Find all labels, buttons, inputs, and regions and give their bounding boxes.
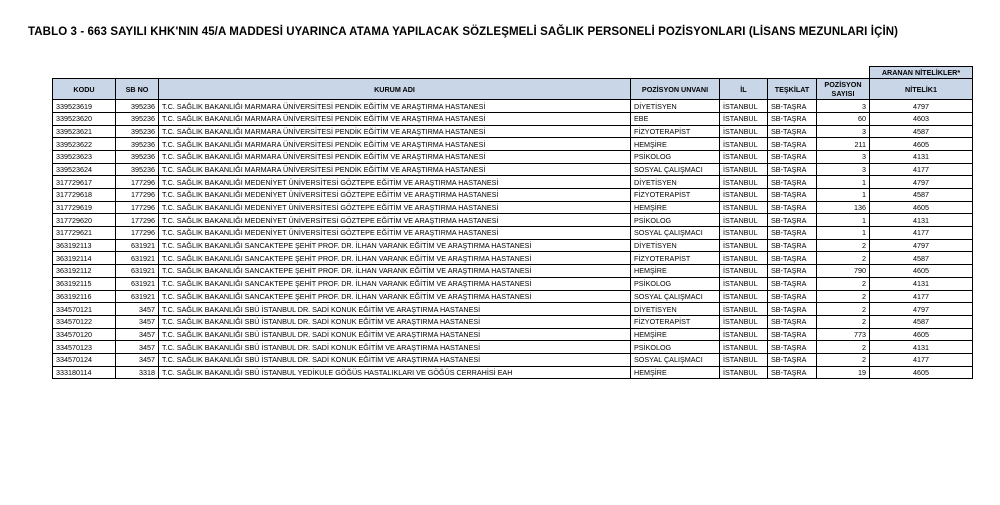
cell-unvan: HEMŞİRE xyxy=(631,201,720,214)
cell-il: İSTANBUL xyxy=(720,138,768,151)
table-row xyxy=(53,176,973,189)
cell-unvan: HEMŞİRE xyxy=(631,366,720,379)
cell-kodu: 339523620 xyxy=(53,112,116,125)
cell-nitelik: 4605 xyxy=(870,138,973,151)
cell-kurum: T.C. SAĞLIK BAKANLIĞI MEDENİYET ÜNİVERSİTESİ GÖZTEPE EĞİTİM VE ARAŞTIRMA HASTANESİ xyxy=(159,189,631,202)
cell-sayi: 3 xyxy=(817,100,870,113)
col-header-kodu: KODU xyxy=(53,79,116,100)
cell-teskilat: SB-TAŞRA xyxy=(768,227,817,240)
cell-unvan: DİYETİSYEN xyxy=(631,239,720,252)
cell-sbno: 631921 xyxy=(116,239,159,252)
col-header-il: İL xyxy=(720,79,768,100)
cell-teskilat: SB-TAŞRA xyxy=(768,303,817,316)
table-row xyxy=(53,341,973,354)
cell-il: İSTANBUL xyxy=(720,239,768,252)
cell-nitelik: 4131 xyxy=(870,277,973,290)
cell-sbno: 177296 xyxy=(116,214,159,227)
cell-nitelik: 4177 xyxy=(870,290,973,303)
cell-kurum: T.C. SAĞLIK BAKANLIĞI SANCAKTEPE ŞEHİT PROF. DR. İLHAN VARANK EĞİTİM VE ARAŞTIRMA HASTANESİ xyxy=(159,265,631,278)
cell-kurum: T.C. SAĞLIK BAKANLIĞI SANCAKTEPE ŞEHİT PROF. DR. İLHAN VARANK EĞİTİM VE ARAŞTIRMA HASTANESİ xyxy=(159,252,631,265)
table-row xyxy=(53,214,973,227)
cell-sbno: 631921 xyxy=(116,277,159,290)
cell-sayi: 2 xyxy=(817,303,870,316)
table-row xyxy=(53,315,973,328)
table-row xyxy=(53,290,973,303)
cell-nitelik: 4177 xyxy=(870,163,973,176)
cell-teskilat: SB-TAŞRA xyxy=(768,163,817,176)
cell-sayi: 2 xyxy=(817,239,870,252)
cell-il: İSTANBUL xyxy=(720,265,768,278)
cell-nitelik: 4177 xyxy=(870,353,973,366)
col-header-pozisyon-sayisi xyxy=(817,79,870,100)
cell-sbno: 3318 xyxy=(116,366,159,379)
cell-kodu: 317729621 xyxy=(53,227,116,240)
cell-kodu: 363192115 xyxy=(53,277,116,290)
cell-sayi: 1 xyxy=(817,176,870,189)
cell-nitelik: 4605 xyxy=(870,265,973,278)
cell-sayi: 3 xyxy=(817,125,870,138)
cell-teskilat: SB-TAŞRA xyxy=(768,150,817,163)
cell-sayi: 2 xyxy=(817,341,870,354)
cell-kodu: 339523619 xyxy=(53,100,116,113)
cell-unvan: DİYETİSYEN xyxy=(631,176,720,189)
table-row xyxy=(53,252,973,265)
cell-il: İSTANBUL xyxy=(720,214,768,227)
cell-kodu: 363192113 xyxy=(53,239,116,252)
cell-kurum: T.C. SAĞLIK BAKANLIĞI SBÜ İSTANBUL YEDİKULE GÖĞÜS HASTALIKLARI VE GÖĞÜS CERRAHİSİ EAH xyxy=(159,366,631,379)
cell-teskilat: SB-TAŞRA xyxy=(768,277,817,290)
cell-il: İSTANBUL xyxy=(720,189,768,202)
cell-sbno: 631921 xyxy=(116,290,159,303)
cell-unvan: SOSYAL ÇALIŞMACI xyxy=(631,227,720,240)
cell-sbno: 395236 xyxy=(116,125,159,138)
cell-il: İSTANBUL xyxy=(720,150,768,163)
cell-sayi: 3 xyxy=(817,163,870,176)
col-header-sayi-line1: POZİSYON xyxy=(824,80,862,90)
col-header-kurum: KURUM ADI xyxy=(159,79,631,100)
table-row xyxy=(53,328,973,341)
cell-il: İSTANBUL xyxy=(720,341,768,354)
cell-sbno: 3457 xyxy=(116,353,159,366)
cell-nitelik: 4177 xyxy=(870,227,973,240)
cell-teskilat: SB-TAŞRA xyxy=(768,189,817,202)
table-row xyxy=(53,150,973,163)
cell-kurum: T.C. SAĞLIK BAKANLIĞI MARMARA ÜNİVERSİTESİ PENDİK EĞİTİM VE ARAŞTIRMA HASTANESİ xyxy=(159,112,631,125)
cell-sayi: 3 xyxy=(817,150,870,163)
cell-kodu: 334570122 xyxy=(53,315,116,328)
cell-kurum: T.C. SAĞLIK BAKANLIĞI MARMARA ÜNİVERSİTESİ PENDİK EĞİTİM VE ARAŞTIRMA HASTANESİ xyxy=(159,100,631,113)
cell-kurum: T.C. SAĞLIK BAKANLIĞI SBÜ İSTANBUL DR. SADİ KONUK EĞİTİM VE ARAŞTIRMA HASTANESİ xyxy=(159,328,631,341)
cell-sbno: 395236 xyxy=(116,163,159,176)
cell-il: İSTANBUL xyxy=(720,112,768,125)
col-header-teskilat: TEŞKİLAT xyxy=(768,79,817,100)
cell-sbno: 631921 xyxy=(116,252,159,265)
cell-teskilat: SB-TAŞRA xyxy=(768,201,817,214)
cell-teskilat: SB-TAŞRA xyxy=(768,265,817,278)
cell-unvan: SOSYAL ÇALIŞMACI xyxy=(631,290,720,303)
cell-nitelik: 4797 xyxy=(870,303,973,316)
cell-unvan: PSİKOLOG xyxy=(631,150,720,163)
cell-il: İSTANBUL xyxy=(720,290,768,303)
cell-kodu: 334570120 xyxy=(53,328,116,341)
cell-teskilat: SB-TAŞRA xyxy=(768,176,817,189)
cell-kodu: 363192112 xyxy=(53,265,116,278)
cell-teskilat: SB-TAŞRA xyxy=(768,366,817,379)
cell-sayi: 60 xyxy=(817,112,870,125)
cell-unvan: HEMŞİRE xyxy=(631,265,720,278)
cell-sbno: 3457 xyxy=(116,328,159,341)
positions-table xyxy=(52,66,973,379)
cell-sayi: 1 xyxy=(817,227,870,240)
table-row xyxy=(53,227,973,240)
cell-sbno: 3457 xyxy=(116,303,159,316)
cell-sayi: 2 xyxy=(817,290,870,303)
cell-kurum: T.C. SAĞLIK BAKANLIĞI MEDENİYET ÜNİVERSİTESİ GÖZTEPE EĞİTİM VE ARAŞTIRMA HASTANESİ xyxy=(159,214,631,227)
cell-il: İSTANBUL xyxy=(720,277,768,290)
cell-il: İSTANBUL xyxy=(720,163,768,176)
cell-sbno: 395236 xyxy=(116,138,159,151)
cell-sayi: 790 xyxy=(817,265,870,278)
cell-kodu: 334570121 xyxy=(53,303,116,316)
cell-nitelik: 4587 xyxy=(870,189,973,202)
cell-kodu: 317729617 xyxy=(53,176,116,189)
cell-teskilat: SB-TAŞRA xyxy=(768,315,817,328)
col-header-sbno: SB NO xyxy=(116,79,159,100)
cell-sbno: 177296 xyxy=(116,189,159,202)
super-header-aranan-nitelikler: ARANAN NİTELİKLER* xyxy=(870,67,973,79)
cell-kurum: T.C. SAĞLIK BAKANLIĞI MEDENİYET ÜNİVERSİTESİ GÖZTEPE EĞİTİM VE ARAŞTIRMA HASTANESİ xyxy=(159,201,631,214)
cell-unvan: PSİKOLOG xyxy=(631,214,720,227)
cell-kodu: 339523624 xyxy=(53,163,116,176)
cell-sayi: 773 xyxy=(817,328,870,341)
cell-teskilat: SB-TAŞRA xyxy=(768,138,817,151)
cell-kurum: T.C. SAĞLIK BAKANLIĞI SBÜ İSTANBUL DR. SADİ KONUK EĞİTİM VE ARAŞTIRMA HASTANESİ xyxy=(159,303,631,316)
cell-il: İSTANBUL xyxy=(720,366,768,379)
cell-kodu: 339523621 xyxy=(53,125,116,138)
cell-sbno: 395236 xyxy=(116,150,159,163)
cell-teskilat: SB-TAŞRA xyxy=(768,100,817,113)
cell-sayi: 1 xyxy=(817,214,870,227)
cell-kurum: T.C. SAĞLIK BAKANLIĞI SBÜ İSTANBUL DR. SADİ KONUK EĞİTİM VE ARAŞTIRMA HASTANESİ xyxy=(159,353,631,366)
cell-unvan: HEMŞİRE xyxy=(631,328,720,341)
cell-il: İSTANBUL xyxy=(720,201,768,214)
col-header-unvan: POZİSYON UNVANI xyxy=(631,79,720,100)
cell-nitelik: 4603 xyxy=(870,112,973,125)
cell-sayi: 211 xyxy=(817,138,870,151)
cell-unvan: PSİKOLOG xyxy=(631,341,720,354)
cell-unvan: HEMŞİRE xyxy=(631,138,720,151)
cell-teskilat: SB-TAŞRA xyxy=(768,112,817,125)
cell-nitelik: 4587 xyxy=(870,315,973,328)
cell-teskilat: SB-TAŞRA xyxy=(768,239,817,252)
cell-teskilat: SB-TAŞRA xyxy=(768,290,817,303)
table-body xyxy=(53,100,973,379)
cell-kodu: 334570124 xyxy=(53,353,116,366)
cell-unvan: DİYETİSYEN xyxy=(631,303,720,316)
cell-teskilat: SB-TAŞRA xyxy=(768,252,817,265)
cell-kodu: 363192114 xyxy=(53,252,116,265)
cell-unvan: FİZYOTERAPİST xyxy=(631,189,720,202)
cell-sbno: 177296 xyxy=(116,227,159,240)
cell-sbno: 3457 xyxy=(116,315,159,328)
cell-unvan: DİYETİSYEN xyxy=(631,100,720,113)
cell-nitelik: 4587 xyxy=(870,252,973,265)
table-row xyxy=(53,201,973,214)
cell-kurum: T.C. SAĞLIK BAKANLIĞI MARMARA ÜNİVERSİTESİ PENDİK EĞİTİM VE ARAŞTIRMA HASTANESİ xyxy=(159,138,631,151)
cell-sayi: 19 xyxy=(817,366,870,379)
col-header-sayi-line2: SAYISI xyxy=(831,89,855,99)
cell-kurum: T.C. SAĞLIK BAKANLIĞI SBÜ İSTANBUL DR. SADİ KONUK EĞİTİM VE ARAŞTIRMA HASTANESİ xyxy=(159,341,631,354)
cell-kurum: T.C. SAĞLIK BAKANLIĞI MARMARA ÜNİVERSİTESİ PENDİK EĞİTİM VE ARAŞTIRMA HASTANESİ xyxy=(159,150,631,163)
cell-nitelik: 4797 xyxy=(870,239,973,252)
cell-sayi: 2 xyxy=(817,315,870,328)
cell-sbno: 395236 xyxy=(116,112,159,125)
cell-sayi: 2 xyxy=(817,353,870,366)
cell-il: İSTANBUL xyxy=(720,315,768,328)
cell-sayi: 2 xyxy=(817,252,870,265)
table-row xyxy=(53,112,973,125)
table-row xyxy=(53,265,973,278)
cell-kurum: T.C. SAĞLIK BAKANLIĞI SANCAKTEPE ŞEHİT PROF. DR. İLHAN VARANK EĞİTİM VE ARAŞTIRMA HASTANESİ xyxy=(159,239,631,252)
cell-kurum: T.C. SAĞLIK BAKANLIĞI SANCAKTEPE ŞEHİT PROF. DR. İLHAN VARANK EĞİTİM VE ARAŞTIRMA HASTANESİ xyxy=(159,290,631,303)
cell-nitelik: 4797 xyxy=(870,176,973,189)
cell-nitelik: 4131 xyxy=(870,214,973,227)
cell-il: İSTANBUL xyxy=(720,328,768,341)
cell-kurum: T.C. SAĞLIK BAKANLIĞI SBÜ İSTANBUL DR. SADİ KONUK EĞİTİM VE ARAŞTIRMA HASTANESİ xyxy=(159,315,631,328)
cell-il: İSTANBUL xyxy=(720,303,768,316)
cell-sbno: 177296 xyxy=(116,176,159,189)
cell-sbno: 3457 xyxy=(116,341,159,354)
col-header-nitelik: NİTELİK1 xyxy=(870,79,973,100)
cell-kodu: 317729620 xyxy=(53,214,116,227)
cell-unvan: PSİKOLOG xyxy=(631,277,720,290)
cell-kurum: T.C. SAĞLIK BAKANLIĞI MEDENİYET ÜNİVERSİTESİ GÖZTEPE EĞİTİM VE ARAŞTIRMA HASTANESİ xyxy=(159,176,631,189)
cell-kodu: 339523623 xyxy=(53,150,116,163)
cell-teskilat: SB-TAŞRA xyxy=(768,214,817,227)
cell-il: İSTANBUL xyxy=(720,100,768,113)
cell-kodu: 339523622 xyxy=(53,138,116,151)
cell-nitelik: 4131 xyxy=(870,150,973,163)
cell-nitelik: 4587 xyxy=(870,125,973,138)
cell-unvan: FİZYOTERAPİST xyxy=(631,315,720,328)
cell-kodu: 317729619 xyxy=(53,201,116,214)
cell-teskilat: SB-TAŞRA xyxy=(768,353,817,366)
cell-il: İSTANBUL xyxy=(720,353,768,366)
cell-sayi: 1 xyxy=(817,189,870,202)
cell-il: İSTANBUL xyxy=(720,125,768,138)
cell-kurum: T.C. SAĞLIK BAKANLIĞI SANCAKTEPE ŞEHİT PROF. DR. İLHAN VARANK EĞİTİM VE ARAŞTIRMA HASTANESİ xyxy=(159,277,631,290)
cell-sbno: 631921 xyxy=(116,265,159,278)
cell-kurum: T.C. SAĞLIK BAKANLIĞI MEDENİYET ÜNİVERSİTESİ GÖZTEPE EĞİTİM VE ARAŞTIRMA HASTANESİ xyxy=(159,227,631,240)
table-row xyxy=(53,189,973,202)
page-title: TABLO 3 - 663 SAYILI KHK'NIN 45/A MADDESİ UYARINCA ATAMA YAPILACAK SÖZLEŞMELİ SAĞLIK PERSONELİ POZİSYONLARI (LİSANS MEZUNLARI İÇİN) xyxy=(28,26,899,38)
cell-kodu: 333180114 xyxy=(53,366,116,379)
cell-sayi: 136 xyxy=(817,201,870,214)
cell-il: İSTANBUL xyxy=(720,176,768,189)
cell-nitelik: 4131 xyxy=(870,341,973,354)
cell-unvan: FİZYOTERAPİST xyxy=(631,125,720,138)
cell-unvan: SOSYAL ÇALIŞMACI xyxy=(631,353,720,366)
cell-sayi: 2 xyxy=(817,277,870,290)
cell-kodu: 363192116 xyxy=(53,290,116,303)
table-row xyxy=(53,277,973,290)
cell-nitelik: 4605 xyxy=(870,366,973,379)
table-row xyxy=(53,125,973,138)
cell-kodu: 334570123 xyxy=(53,341,116,354)
cell-nitelik: 4605 xyxy=(870,201,973,214)
cell-nitelik: 4797 xyxy=(870,100,973,113)
cell-nitelik: 4605 xyxy=(870,328,973,341)
table-row xyxy=(53,100,973,113)
cell-sbno: 395236 xyxy=(116,100,159,113)
cell-il: İSTANBUL xyxy=(720,227,768,240)
table-row xyxy=(53,138,973,151)
table-row xyxy=(53,239,973,252)
cell-sbno: 177296 xyxy=(116,201,159,214)
table-row xyxy=(53,353,973,366)
cell-il: İSTANBUL xyxy=(720,252,768,265)
cell-teskilat: SB-TAŞRA xyxy=(768,328,817,341)
cell-kodu: 317729618 xyxy=(53,189,116,202)
table-row xyxy=(53,163,973,176)
cell-unvan: SOSYAL ÇALIŞMACI xyxy=(631,163,720,176)
cell-teskilat: SB-TAŞRA xyxy=(768,125,817,138)
header-spacer xyxy=(53,67,870,79)
cell-teskilat: SB-TAŞRA xyxy=(768,341,817,354)
cell-kurum: T.C. SAĞLIK BAKANLIĞI MARMARA ÜNİVERSİTESİ PENDİK EĞİTİM VE ARAŞTIRMA HASTANESİ xyxy=(159,163,631,176)
table-row xyxy=(53,303,973,316)
cell-unvan: FİZYOTERAPİST xyxy=(631,252,720,265)
table-row xyxy=(53,366,973,379)
cell-kurum: T.C. SAĞLIK BAKANLIĞI MARMARA ÜNİVERSİTESİ PENDİK EĞİTİM VE ARAŞTIRMA HASTANESİ xyxy=(159,125,631,138)
cell-unvan: EBE xyxy=(631,112,720,125)
